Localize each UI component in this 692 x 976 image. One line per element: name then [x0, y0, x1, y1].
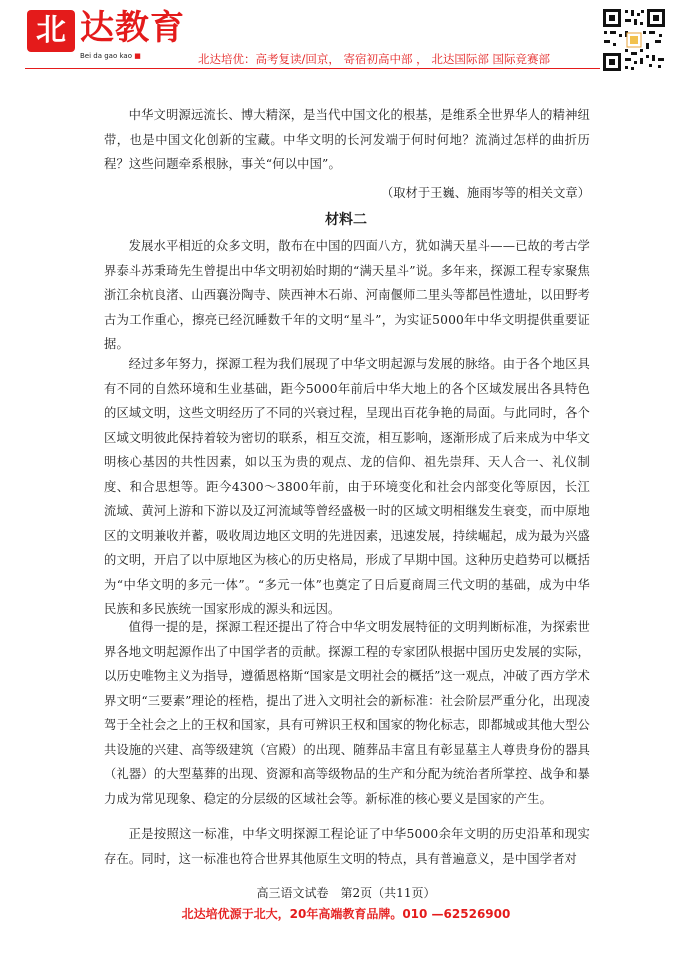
paragraph-1: 中华文明源远流长、博大精深，是当代中国文化的根基，是维系全世界华人的精神纽带，也是中国文化创新的宝藏。中华文明的长河发端于何时何地？流淌过怎样的曲折历程？这些问题牵系根脉，事关“何以中国”。 [104, 108, 590, 171]
header-divider [25, 68, 600, 69]
paragraph-3: 经过多年努力，探源工程为我们展现了中华文明起源与发展的脉络。由于各个地区具有不同的自然环境和生业基础，距今5000年前后中华大地上的各个区域发展出各具特色的区域文明，这些文明经历了不同的兴衰过程，呈现出百花争艳的局面。与此同时，各个区域文明彼此保持着较为密切的联系，相互交流，相互影响，逐渐形成了后来成为中华文明核心基因的共性因素，如以玉为贵的观点、龙的信仰、祖先崇拜、天人合一、礼仪制度、和合思想等。距今4300～3800年前，由于环境变化和社会内部变化等原因，长江流域、黄河上游和下游以及辽河流域等曾经盛极一时的区域文明相继发生衰变，而中原地区的文明兼收并蓄，吸收周边地区文明的先进因素，迅速发展，持续崛起，成为最为兴盛的文明，开启了以中原地区为核心的历史格局，形成了早期中国。这种历史趋势可以概括为“中华文明的多元一体”。“多元一体”也奠定了日后夏商周三代文明的基础，成为中华民族和多民族统一国家形成的源头和远因。 [104, 357, 590, 616]
brand-name: 达教育 [80, 8, 185, 48]
source-citation: （取材于王巍、施雨岑等的相关文章） [380, 186, 590, 200]
paragraph-5: 正是按照这一标准，中华文明探源工程论证了中华5000余年文明的历史沿革和现实存在。同时，这一标准也符合世界其他原生文明的特点，具有普遍意义，是中国学者对 [104, 827, 590, 866]
footer-advert: 北达培优源于北大，20年高端教育品牌。010 —62526900 [181, 907, 511, 921]
qr-code-icon [601, 7, 667, 73]
header-tagline: 北达培优：高考复读/回京， 寄宿初高中部 ， 北达国际部 国际竞赛部 [198, 52, 550, 66]
logo-mark: 北 [27, 10, 75, 52]
paragraph-4: 值得一提的是，探源工程还提出了符合中华文明发展特征的文明判断标准，为探索世界各地文明起源作出了中国学者的贡献。探源工程的专家团队根据中国历史发展的实际，以历史唯物主义为指导，遵循恩格斯“国家是文明社会的概括”这一观点，冲破了西方学术界文明“三要素”理论的桎梏，提出了进入文明社会的新标准：社会阶层严重分化，出现凌驾于全社会之上的王权和国家，具有可辨识王权和国家的物化标志，即都城或其他大型公共设施的兴建、高等级建筑（宫殿）的出现、随葬品丰富且有彰显墓主人尊贵身份的器具（礼器）的大型墓葬的出现、资源和高等级物品的生产和分配为统治者所掌控、战争和暴力成为常见现象、稳定的分层级的区域社会等。新标准的核心要义是国家的产生。 [104, 620, 590, 806]
brand-subtitle: Bei da gao kao ■ [80, 52, 141, 60]
section-title: 材料二 [325, 212, 367, 228]
page-number: 高三语文试卷 第2页（共11页） [256, 886, 436, 900]
page-header [0, 0, 692, 80]
paragraph-2: 发展水平相近的众多文明，散布在中国的四面八方，犹如满天星斗——已故的考古学界泰斗苏秉琦先生曾提出中华文明初始时期的“满天星斗”说。多年来，探源工程专家聚焦浙江余杭良渚、山西襄汾陶寺、陕西神木石峁、河南偃师二里头等都邑性遗址，以田野考古为工作重心，擦亮已经沉睡数千年的文明“星斗”，为实证5000年中华文明提供重要证据。 [104, 239, 590, 351]
